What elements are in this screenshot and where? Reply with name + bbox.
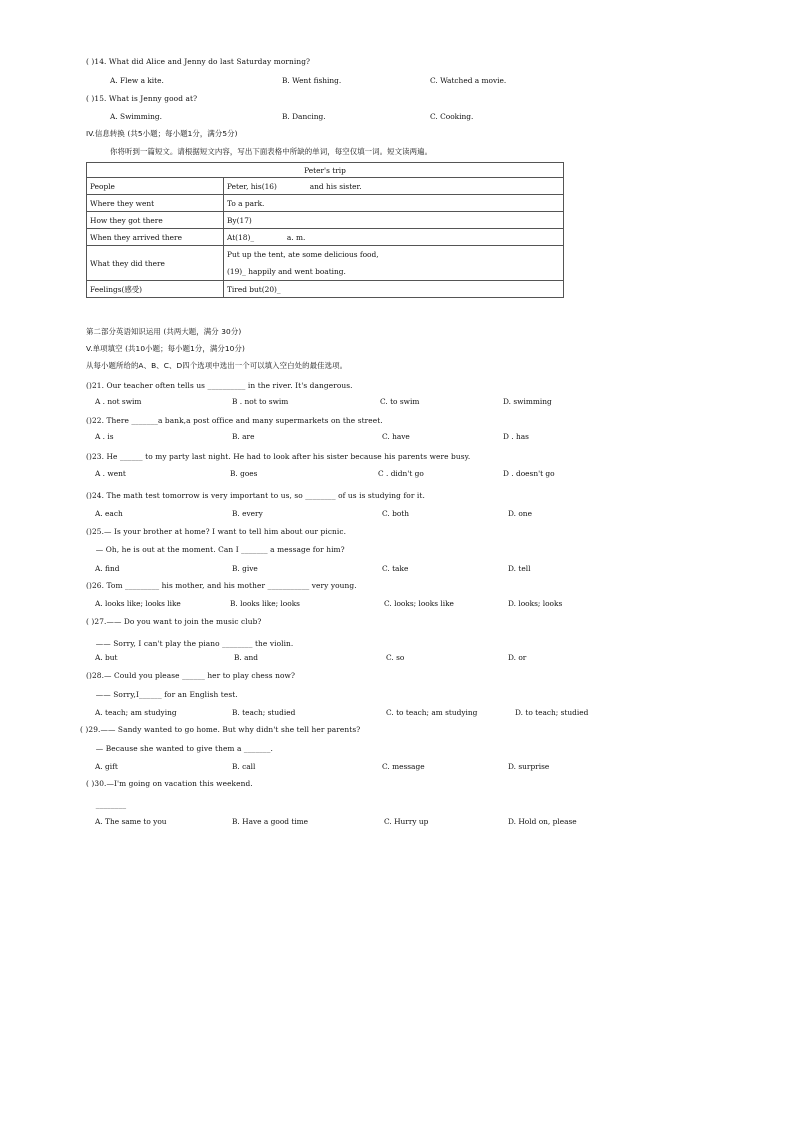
row-value-line-1: Put up the tent, ate some delicious food, xyxy=(227,250,379,259)
question-24-stem: ()24. The math test tomorrow is very important to us, so ________ of us is studying for it. xyxy=(86,491,425,500)
section-4-instruction: 你将听到一篇短文。请根据短文内容，写出下面表格中所缺的单词，每空仅填一词。短文读两遍。 xyxy=(110,147,433,156)
option-a: A . not swim xyxy=(95,397,142,406)
question-29-stem: ( )29.—— Sandy wanted to go home. But why didn't she tell her parents? xyxy=(80,725,361,734)
table-row xyxy=(87,178,564,195)
question-30-stem: ( )30.—I'm going on vacation this weekend. xyxy=(86,779,253,788)
option-b: B. Have a good time xyxy=(232,817,309,826)
option-c: C. to swim xyxy=(380,397,420,406)
row-value: Tired but(20)_ xyxy=(224,281,564,298)
option-a: A. looks like; looks like xyxy=(95,599,181,608)
option-c: C. Hurry up xyxy=(384,817,429,826)
question-22-stem: ()22. There _______a bank,a post office and many supermarkets on the street. xyxy=(86,416,383,425)
question-15-option-b: B. Dancing. xyxy=(282,112,326,121)
row-key: How they got there xyxy=(87,212,224,229)
question-28-stem: ()28.— Could you please ______ her to play chess now? xyxy=(86,671,296,680)
table-row xyxy=(87,281,564,298)
row-key: Where they went xyxy=(87,195,224,212)
option-c: C. so xyxy=(386,653,405,662)
option-b: B. looks like; looks xyxy=(230,599,300,608)
question-26-stem: ()26. Tom _________ his mother, and his mother ___________ very young. xyxy=(86,581,357,590)
peters-trip-table xyxy=(86,162,564,298)
table-row xyxy=(87,212,564,229)
question-15-stem: ( )15. What is Jenny good at? xyxy=(86,94,198,103)
option-d: D. tell xyxy=(508,564,531,573)
option-c: C. have xyxy=(382,432,410,441)
table-title-row xyxy=(87,163,564,178)
row-key: What they did there xyxy=(87,246,224,281)
option-c: C. both xyxy=(382,509,410,518)
option-a: A. find xyxy=(95,564,120,573)
option-d: D. or xyxy=(508,653,527,662)
option-d: D. one xyxy=(508,509,532,518)
option-c: C. to teach; am studying xyxy=(386,708,478,717)
question-28-line-2: —— Sorry,I______ for an English test. xyxy=(86,690,238,699)
option-d: D . has xyxy=(503,432,529,441)
option-d: D. looks; looks xyxy=(508,599,563,608)
option-b: B. and xyxy=(234,653,259,662)
question-14-option-a: A. Flew a kite. xyxy=(110,76,164,85)
row-key: When they arrived there xyxy=(87,229,224,246)
table-title: Peter's trip xyxy=(87,163,564,178)
table-row xyxy=(87,195,564,212)
option-d: D. swimming xyxy=(503,397,552,406)
option-b: B. teach; studied xyxy=(232,708,296,717)
option-b: B. every xyxy=(232,509,263,518)
option-c: C. looks; looks like xyxy=(384,599,454,608)
option-d: D. Hold on, please xyxy=(508,817,577,826)
option-b: B . not to swim xyxy=(232,397,289,406)
question-14-stem: ( )14. What did Alice and Jenny do last Saturday morning? xyxy=(86,57,311,66)
question-14-option-c: C. Watched a movie. xyxy=(430,76,507,85)
row-value-line-2: (19)_ happily and went boating. xyxy=(227,267,346,276)
question-15-option-c: C. Cooking. xyxy=(430,112,474,121)
question-30-line-2: ________ xyxy=(86,800,127,809)
question-21-stem: ()21. Our teacher often tells us __________ in the river. It's dangerous. xyxy=(86,381,353,390)
option-d: D . doesn't go xyxy=(503,469,555,478)
option-b: B. are xyxy=(232,432,255,441)
table-row xyxy=(87,229,564,246)
option-d: D. to teach; studied xyxy=(515,708,589,717)
question-27-line-2: —— Sorry, I can't play the piano ________ the violin. xyxy=(86,639,294,648)
option-b: B. call xyxy=(232,762,256,771)
option-a: A. but xyxy=(95,653,118,662)
row-value: At(18)_ a. m. xyxy=(224,229,564,246)
option-a: A . is xyxy=(95,432,114,441)
question-14-option-b: B. Went fishing. xyxy=(282,76,342,85)
question-27-stem: ( )27.—— Do you want to join the music club? xyxy=(86,617,262,626)
option-a: A. The same to you xyxy=(95,817,167,826)
section-5-heading: V.单项填空 (共10小题；每小题1分，满分10分) xyxy=(86,344,245,353)
option-c: C . didn't go xyxy=(378,469,424,478)
option-c: C. message xyxy=(382,762,425,771)
question-29-line-2: — Because she wanted to give them a _______. xyxy=(86,744,273,753)
section-4-heading: IV.信息转换 (共5小题；每小题1分，满分5分) xyxy=(86,129,238,138)
row-key: Feelings(感受) xyxy=(87,281,224,298)
row-value: By(17) xyxy=(224,212,564,229)
option-a: A. gift xyxy=(95,762,118,771)
option-a: A. teach; am studying xyxy=(95,708,177,717)
option-b: B. give xyxy=(232,564,258,573)
row-key: People xyxy=(87,178,224,195)
row-value: Peter, his(16) and his sister. xyxy=(224,178,564,195)
question-25-line-2: — Oh, he is out at the moment. Can I _______ a message for him? xyxy=(86,545,345,554)
row-value: To a park. xyxy=(224,195,564,212)
row-value-multiline xyxy=(224,246,564,281)
section-5-instruction: 从每小题所给的A、B、C、D四个选项中选出一个可以填入空白处的最佳选项。 xyxy=(86,361,348,370)
option-d: D. surprise xyxy=(508,762,550,771)
option-a: A . went xyxy=(95,469,126,478)
question-25-stem: ()25.— Is your brother at home? I want to tell him about our picnic. xyxy=(86,527,347,536)
question-23-stem: ()23. He ______ to my party last night. He had to look after his sister because his parents were busy. xyxy=(86,452,471,461)
option-c: C. take xyxy=(382,564,409,573)
table-row xyxy=(87,246,564,281)
option-a: A. each xyxy=(95,509,123,518)
option-b: B. goes xyxy=(230,469,258,478)
part-2-heading: 第二部分英语知识运用 (共两大题，满分 30分) xyxy=(86,327,242,336)
question-15-option-a: A. Swimming. xyxy=(110,112,163,121)
